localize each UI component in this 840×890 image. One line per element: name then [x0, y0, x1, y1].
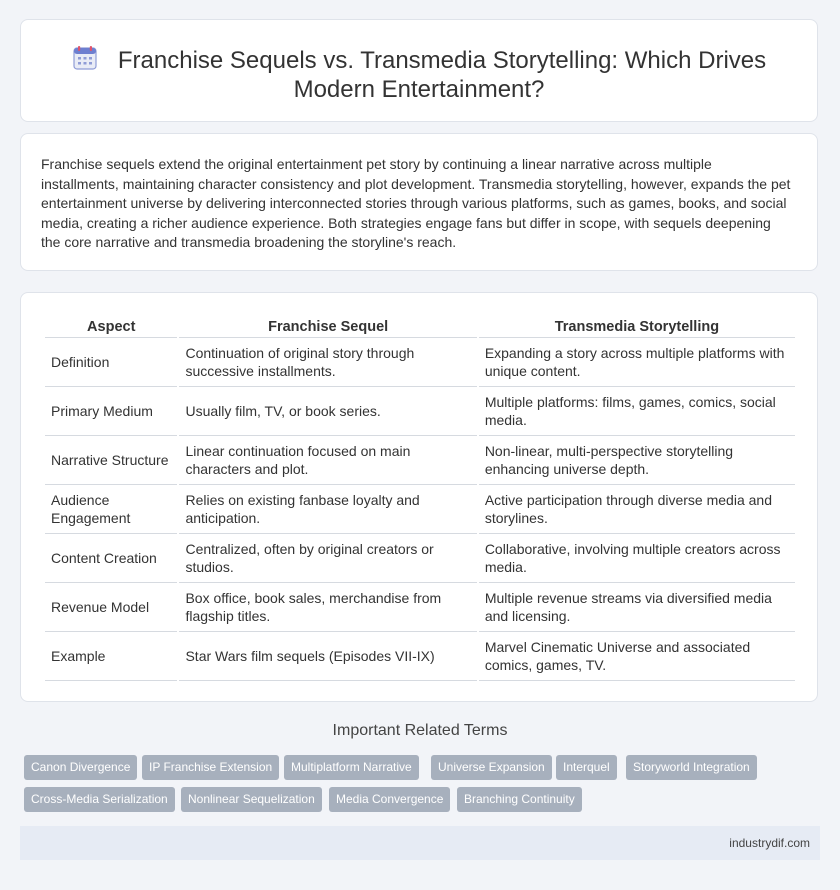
title-card [20, 19, 818, 122]
tag-storyworld-integration[interactable]: Storyworld Integration [626, 755, 757, 780]
row-transmedia: Multiple revenue streams via diversified media and licensing. [479, 583, 795, 632]
row-transmedia: Non-linear, multi-perspective storytelling enhancing universe depth. [479, 436, 795, 485]
table-header-row [45, 317, 795, 338]
row-transmedia: Active participation through diverse media and storylines. [479, 485, 795, 534]
table-row [45, 583, 795, 632]
row-aspect: Audience Engagement [45, 485, 177, 534]
header-aspect: Aspect [45, 317, 177, 338]
comparison-card [20, 292, 818, 702]
calendar-icon [72, 45, 98, 71]
intro-card [20, 133, 818, 271]
row-franchise-sequel: Centralized, often by original creators or studios. [179, 534, 476, 583]
header-franchise-sequel: Franchise Sequel [179, 317, 476, 338]
tag-interquel[interactable]: Interquel [556, 755, 617, 780]
row-transmedia: Marvel Cinematic Universe and associated comics, games, TV. [479, 632, 795, 681]
row-franchise-sequel: Relies on existing fanbase loyalty and anticipation. [179, 485, 476, 534]
footer-site-link[interactable]: industrydif.com [729, 836, 810, 850]
row-transmedia: Expanding a story across multiple platforms with unique content. [479, 338, 795, 387]
tag-canon-divergence[interactable]: Canon Divergence [24, 755, 137, 780]
row-aspect: Narrative Structure [45, 436, 177, 485]
table-row [45, 485, 795, 534]
intro-paragraph: Franchise sequels extend the original entertainment pet story by continuing a linear narrative across multiple installments, maintaining character consistency and plot development. Transmedia storytelling, however, expands the pet entertainment universe by delivering interconnected stories through various platforms, such as games, books, and social media, creating a richer audience experience. Both strategies engage fans but differ in scope, with sequels deepening the core narrative and transmedia broadening the storyline's reach. [41, 156, 791, 251]
row-transmedia: Multiple platforms: films, games, comics, social media. [479, 387, 795, 436]
footer [20, 826, 820, 860]
tag-cross-media-serialization[interactable]: Cross-Media Serialization [24, 787, 175, 812]
related-terms-title: Important Related Terms [332, 722, 508, 739]
tag-ip-franchise-extension[interactable]: IP Franchise Extension [142, 755, 279, 780]
row-aspect: Example [45, 632, 177, 681]
row-franchise-sequel: Continuation of original story through successive installments. [179, 338, 476, 387]
table-row [45, 534, 795, 583]
table-row [45, 436, 795, 485]
row-franchise-sequel: Linear continuation focused on main characters and plot. [179, 436, 476, 485]
title-line-1: Franchise Sequels vs. Transmedia Storytelling: Which Drives [117, 47, 767, 74]
row-aspect: Content Creation [45, 534, 177, 583]
comparison-table [43, 317, 797, 681]
tag-branching-continuity[interactable]: Branching Continuity [457, 787, 582, 812]
row-transmedia: Collaborative, involving multiple creators across media. [479, 534, 795, 583]
table-row [45, 387, 795, 436]
tag-media-convergence[interactable]: Media Convergence [329, 787, 450, 812]
tag-nonlinear-sequelization[interactable]: Nonlinear Sequelization [181, 787, 322, 812]
title-line-2: Modern Entertainment? [293, 76, 545, 103]
page-title [21, 45, 817, 104]
row-aspect: Definition [45, 338, 177, 387]
row-franchise-sequel: Usually film, TV, or book series. [179, 387, 476, 436]
tag-multiplatform-narrative[interactable]: Multiplatform Narrative [284, 755, 419, 780]
header-transmedia: Transmedia Storytelling [479, 317, 795, 338]
row-aspect: Revenue Model [45, 583, 177, 632]
row-franchise-sequel: Star Wars film sequels (Episodes VII-IX) [179, 632, 476, 681]
table-row [45, 632, 795, 681]
tag-universe-expansion[interactable]: Universe Expansion [431, 755, 552, 780]
row-aspect: Primary Medium [45, 387, 177, 436]
table-row [45, 338, 795, 387]
row-franchise-sequel: Box office, book sales, merchandise from flagship titles. [179, 583, 476, 632]
